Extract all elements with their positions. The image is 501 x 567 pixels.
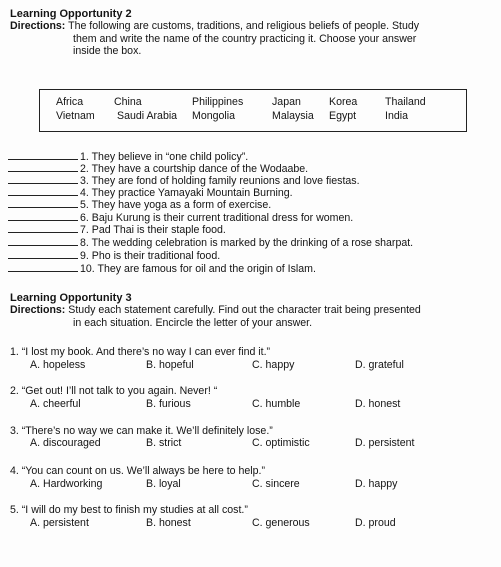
q1-option-d[interactable]: D. grateful xyxy=(355,359,404,371)
lo3-question-2: 2. “Get out! I’ll not talk to you again. Never! “ xyxy=(10,385,218,397)
choice-saudi-arabia: Saudi Arabia xyxy=(117,110,178,122)
lo2-title: Learning Opportunity 2 xyxy=(10,8,132,20)
lo2-item-4: 4. They practice Yamayaki Mountain Burning. xyxy=(8,186,293,199)
lo3-directions-label: Directions: xyxy=(10,304,66,316)
lo2-item-8: 8. The wedding celebration is marked by the drinking of a rose sharpat. xyxy=(8,236,413,249)
lo2-item-7: 7. Pad Thai is their staple food. xyxy=(8,223,226,236)
choice-malaysia: Malaysia xyxy=(272,110,314,122)
choice-philippines: Philippines xyxy=(192,96,244,108)
q3-option-d[interactable]: D. persistent xyxy=(355,437,415,449)
lo2-item-3: 3. They are fond of holding family reunions and love fiestas. xyxy=(8,174,360,187)
lo2-item-1: 1. They believe in “one child policy”. xyxy=(8,150,248,163)
q5-option-c[interactable]: C. generous xyxy=(252,517,310,529)
answer-blank-9[interactable] xyxy=(8,249,78,259)
answer-blank-8[interactable] xyxy=(8,236,78,246)
lo3-question-4: 4. “You can count on us. We’ll always be here to help.” xyxy=(10,465,265,477)
choice-egypt: Egypt xyxy=(329,110,357,122)
lo3-directions-line1: Study each statement carefully. Find out the character trait being presented xyxy=(65,304,421,316)
lo2-directions-label: Directions: xyxy=(10,20,66,32)
choice-japan: Japan xyxy=(272,96,301,108)
q3-option-c[interactable]: C. optimistic xyxy=(252,437,310,449)
choice-thailand: Thailand xyxy=(385,96,426,108)
answer-blank-3[interactable] xyxy=(8,174,78,184)
lo3-question-3: 3. “There’s no way we can make it. We’ll definitely lose.” xyxy=(10,425,273,437)
lo3-directions xyxy=(10,304,480,329)
choice-africa: Africa xyxy=(56,96,84,108)
q1-option-c[interactable]: C. happy xyxy=(252,359,295,371)
q2-option-a[interactable]: A. cheerful xyxy=(30,398,81,410)
q5-option-b[interactable]: B. honest xyxy=(146,517,191,529)
answer-blank-6[interactable] xyxy=(8,211,78,221)
answer-blank-4[interactable] xyxy=(8,186,78,196)
q4-option-a[interactable]: A. Hardworking xyxy=(30,478,103,490)
q5-option-a[interactable]: A. persistent xyxy=(30,517,89,529)
choice-korea: Korea xyxy=(329,96,358,108)
lo3-directions-line2: in each situation. Encircle the letter of your answer. xyxy=(73,316,313,329)
q2-option-c[interactable]: C. humble xyxy=(252,398,301,410)
q1-option-b[interactable]: B. hopeful xyxy=(146,359,194,371)
lo2-directions-line1: The following are customs, traditions, and religious beliefs of people. Study xyxy=(65,20,420,32)
answer-blank-2[interactable] xyxy=(8,162,78,172)
lo2-item-9: 9. Pho is their traditional food. xyxy=(8,249,220,262)
lo3-question-1: 1. “I lost my book. And there’s no way I can ever find it.” xyxy=(10,346,271,358)
choice-china: China xyxy=(114,96,142,108)
choice-mongolia: Mongolia xyxy=(192,110,235,122)
answer-blank-1[interactable] xyxy=(8,150,78,160)
q2-option-d[interactable]: D. honest xyxy=(355,398,401,410)
q5-option-d[interactable]: D. proud xyxy=(355,517,396,529)
q4-option-c[interactable]: C. sincere xyxy=(252,478,300,490)
answer-blank-10[interactable] xyxy=(8,262,78,272)
lo2-item-6: 6. Baju Kurung is their current traditional dress for women. xyxy=(8,211,353,224)
lo2-directions-line2: them and write the name of the country practicing it. Choose your answer xyxy=(73,32,417,45)
lo3-question-5: 5. “I will do my best to finish my studies at all cost.” xyxy=(10,504,248,516)
lo2-directions-line3: inside the box. xyxy=(73,45,142,57)
choice-vietnam: Vietnam xyxy=(56,110,95,122)
q4-option-d[interactable]: D. happy xyxy=(355,478,398,490)
q3-option-a[interactable]: A. discouraged xyxy=(30,437,101,449)
answer-blank-5[interactable] xyxy=(8,198,78,208)
country-choices-box xyxy=(39,89,467,132)
choice-india: India xyxy=(385,110,408,122)
q4-option-b[interactable]: B. loyal xyxy=(146,478,181,490)
lo3-title: Learning Opportunity 3 xyxy=(10,292,132,304)
answer-blank-7[interactable] xyxy=(8,223,78,233)
q3-option-b[interactable]: B. strict xyxy=(146,437,182,449)
lo2-item-2: 2. They have a courtship dance of the Wodaabe. xyxy=(8,162,308,175)
q2-option-b[interactable]: B. furious xyxy=(146,398,191,410)
lo2-item-5: 5. They have yoga as a form of exercise. xyxy=(8,198,271,211)
lo2-directions xyxy=(10,20,480,58)
lo2-item-10: 10. They are famous for oil and the origin of Islam. xyxy=(8,262,316,275)
q1-option-a[interactable]: A. hopeless xyxy=(30,359,86,371)
